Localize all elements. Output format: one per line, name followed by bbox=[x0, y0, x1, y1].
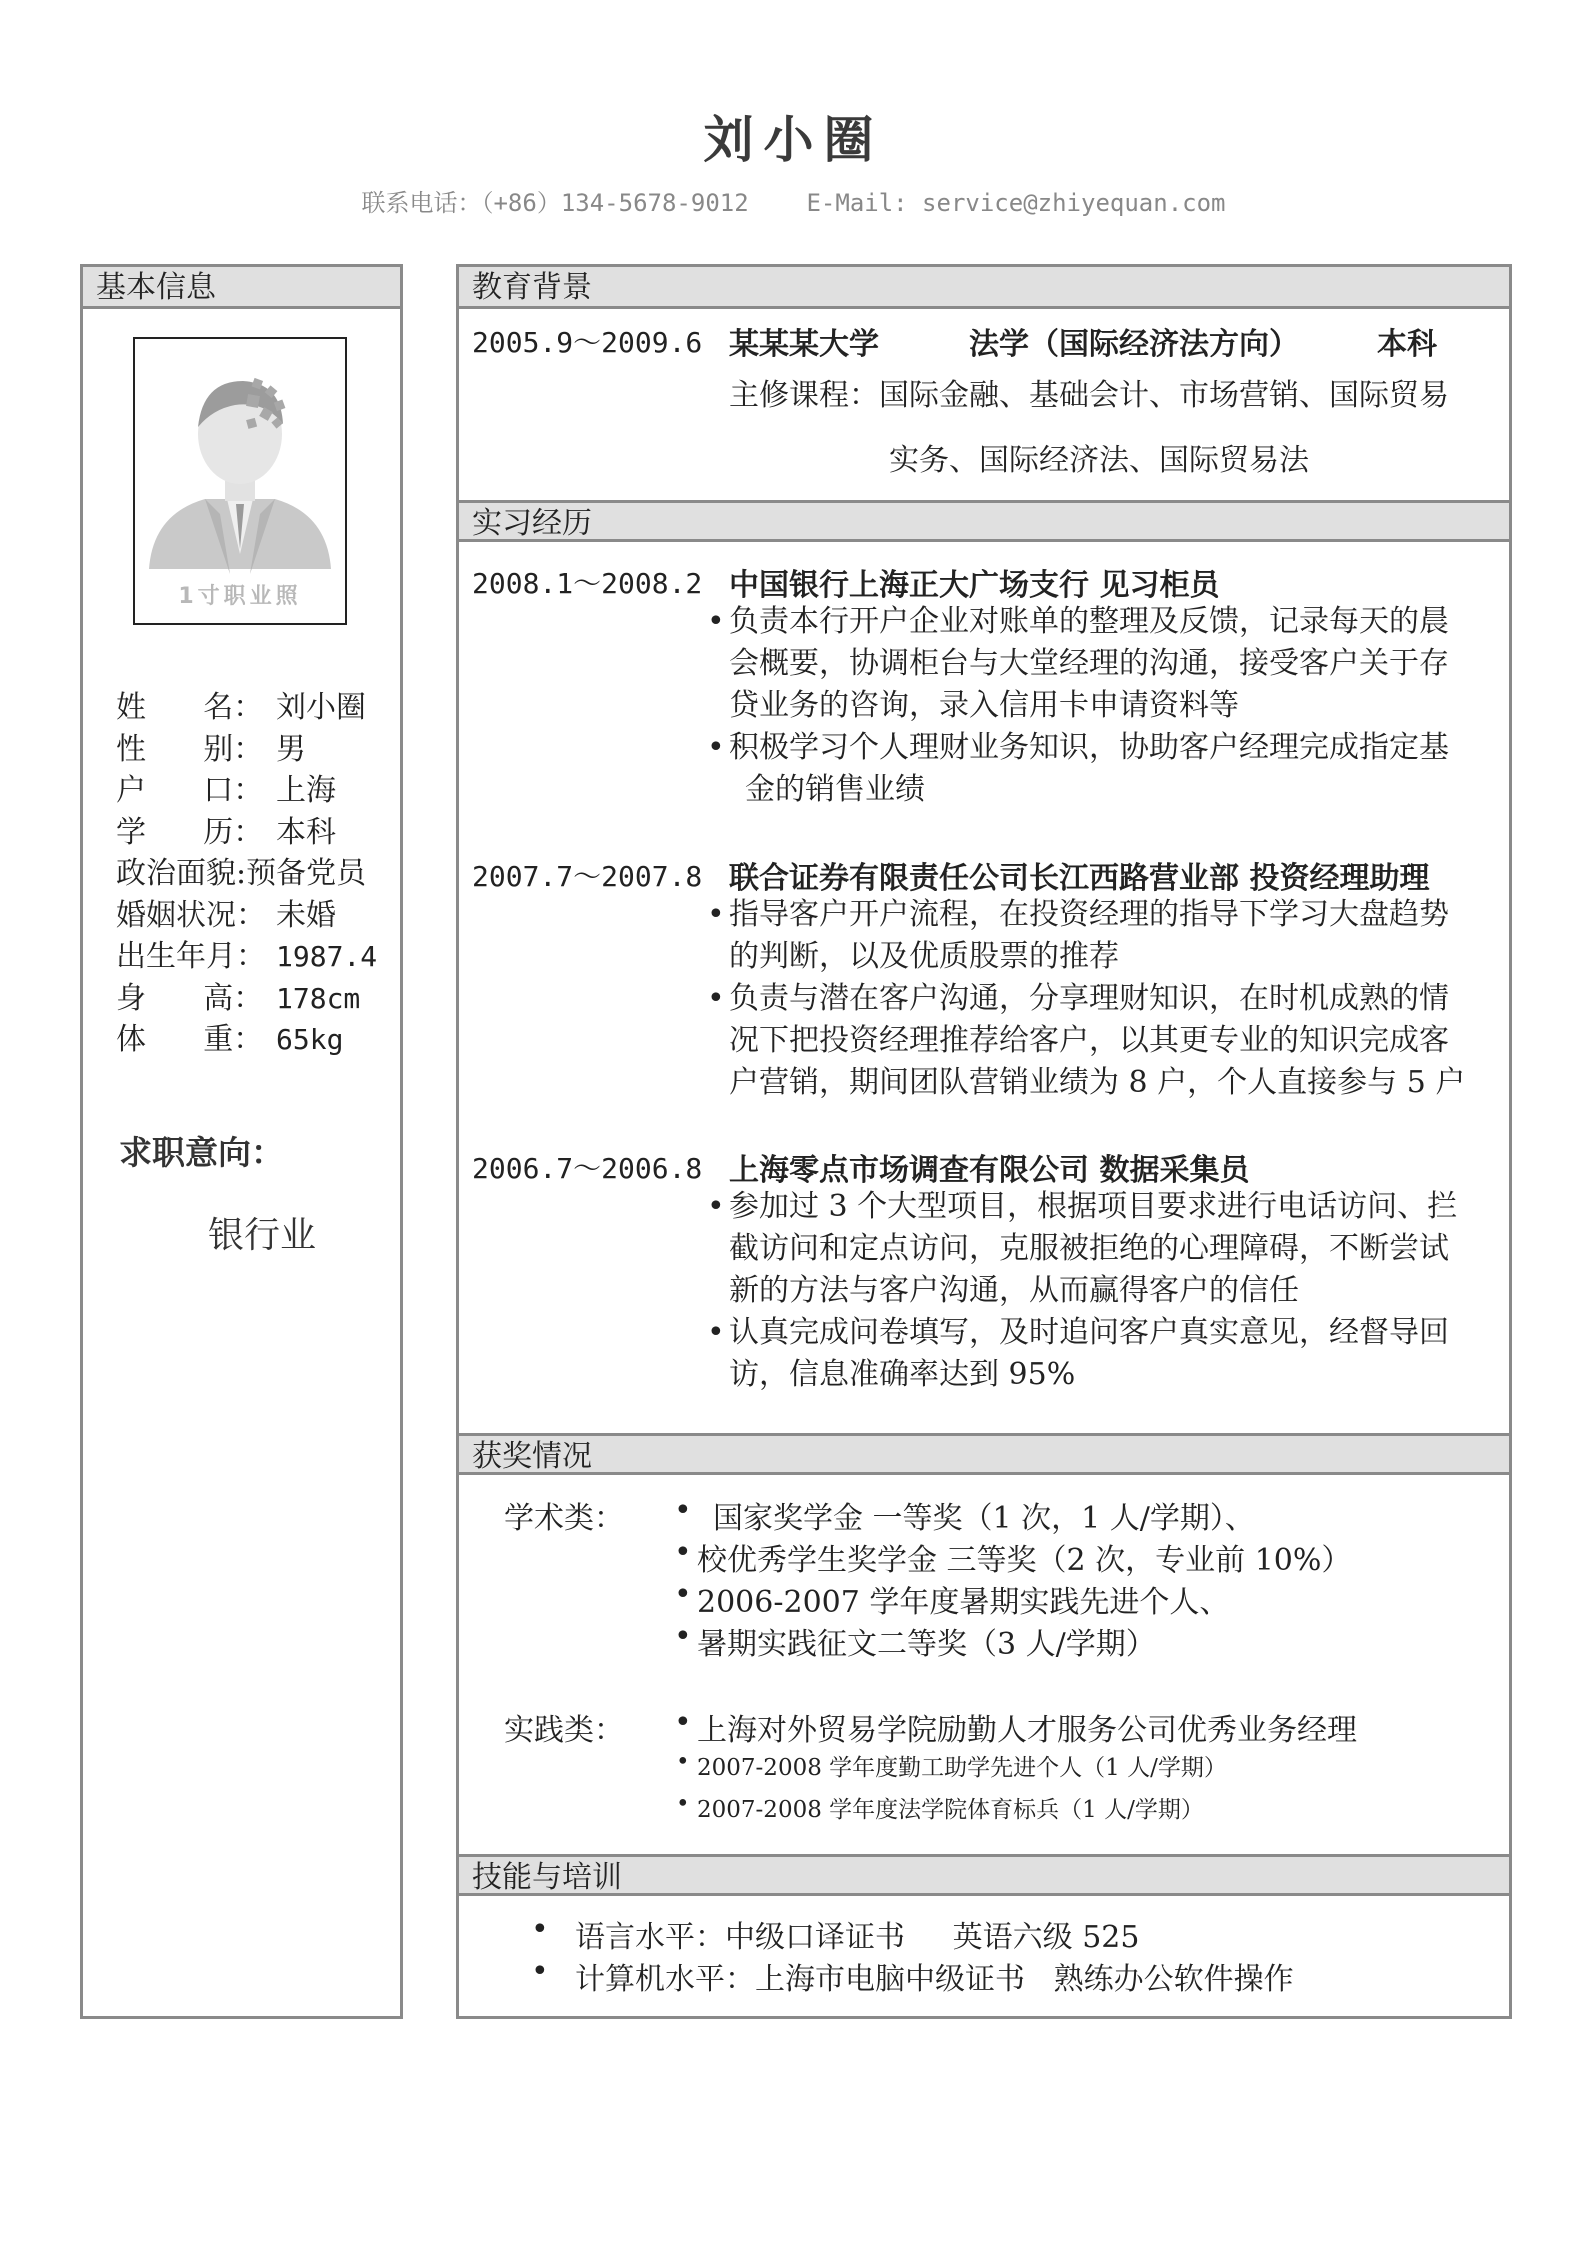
awards-academic-dot-1: • bbox=[674, 1493, 692, 1528]
internship-org-3: 上海零点市场调查有限公司 数据采集员 bbox=[729, 1153, 1250, 1188]
info-row-weight: 体 重： 65kg bbox=[116, 1022, 344, 1057]
skills-title: 技能与培训 bbox=[459, 1854, 1509, 1896]
photo-caption: 1寸职业照 bbox=[178, 584, 302, 609]
education-date: 2005.9～2009.6 bbox=[472, 326, 703, 359]
info-row-height: 身 高： 178cm bbox=[116, 980, 361, 1016]
skills-item-1: 语言水平：中级口译证书 英语六级 525 bbox=[575, 1920, 1140, 1955]
basic-info-panel bbox=[80, 264, 403, 2019]
skills-item-2: 计算机水平：上海市电脑中级证书 熟练办公软件操作 bbox=[575, 1962, 1294, 1997]
internship-3-bullet-2: • 认真完成问卷填写，及时追问客户真实意见，经督导回 访，信息准确率达到 95% bbox=[707, 1315, 1449, 1392]
education-degree: 本科 bbox=[1377, 327, 1437, 362]
awards-practice-label: 实践类： bbox=[504, 1713, 624, 1748]
main-panel bbox=[456, 264, 1512, 2019]
skills-dot-1: • bbox=[531, 1912, 549, 1947]
internship-date-3: 2006.7～2006.8 bbox=[472, 1152, 703, 1185]
education-title: 教育背景 bbox=[459, 267, 1509, 309]
skills-dot-2: • bbox=[531, 1954, 549, 1989]
contact-line: 联系电话：（+86）134-5678-9012 E-Mail: service@zhiyequan.com bbox=[361, 189, 1226, 217]
awards-practice-dot-3: • bbox=[676, 1791, 690, 1817]
education-major: 法学（国际经济法方向） bbox=[969, 327, 1299, 362]
awards-academic-item-1: 国家奖学金 一等奖（1 次，1 人/学期）、 bbox=[713, 1501, 1255, 1536]
internship-date-2: 2007.7～2007.8 bbox=[472, 860, 703, 893]
job-intent-value: 银行业 bbox=[208, 1215, 317, 1256]
basic-info-title: 基本信息 bbox=[83, 267, 400, 309]
education-courses-line2: 实务、国际经济法、国际贸易法 bbox=[889, 443, 1309, 478]
internship-title: 实习经历 bbox=[459, 500, 1509, 542]
awards-academic-item-3: 2006-2007 学年度暑期实践先进个人、 bbox=[697, 1585, 1230, 1620]
awards-practice-dot-1: • bbox=[674, 1705, 692, 1740]
internship-3-bullet-1: • 参加过 3 个大型项目，根据项目要求进行电话访问、拦 截访问和定点访问，克服被拒绝的心理障碍，不断尝试 新的方法与客户沟通，从而赢得客户的信任 bbox=[707, 1189, 1458, 1308]
awards-academic-dot-3: • bbox=[674, 1577, 692, 1612]
photo-frame bbox=[133, 337, 347, 625]
internship-2-bullet-1: • 指导客户开户流程，在投资经理的指导下学习大盘趋势 的判断，以及优质股票的推荐 bbox=[707, 897, 1449, 974]
education-school: 某某某大学 bbox=[729, 327, 879, 362]
awards-academic-dot-4: • bbox=[674, 1619, 692, 1654]
internship-date-1: 2008.1～2008.2 bbox=[472, 567, 703, 600]
education-courses-line1: 主修课程：国际金融、基础会计、市场营销、国际贸易 bbox=[729, 378, 1449, 413]
awards-practice-item-3: 2007-2008 学年度法学院体育标兵（1 人/学期） bbox=[697, 1797, 1204, 1823]
info-row-hukou: 户 口： 上海 bbox=[116, 773, 336, 808]
awards-practice-item-2: 2007-2008 学年度勤工助学先进个人（1 人/学期） bbox=[697, 1755, 1227, 1781]
candidate-name: 刘小圈 bbox=[703, 110, 884, 169]
info-row-education: 学 历： 本科 bbox=[116, 814, 336, 850]
info-row-political: 政治面貌:预备党员 bbox=[116, 856, 367, 891]
info-row-name: 姓 名： 刘小圈 bbox=[116, 690, 366, 725]
info-row-birth: 出生年月： 1987.4 bbox=[116, 939, 378, 974]
info-row-gender: 性 别： 男 bbox=[116, 731, 306, 767]
awards-academic-label: 学术类： bbox=[504, 1501, 624, 1536]
internship-org-1: 中国银行上海正大广场支行 见习柜员 bbox=[729, 568, 1220, 603]
awards-title: 获奖情况 bbox=[459, 1433, 1509, 1475]
internship-1-bullet-2: • 积极学习个人理财业务知识，协助客户经理完成指定基 金的销售业绩 bbox=[707, 730, 1449, 807]
awards-academic-dot-2: • bbox=[674, 1535, 692, 1570]
job-intent-label: 求职意向： bbox=[119, 1133, 284, 1172]
info-row-marital: 婚姻状况： 未婚 bbox=[116, 897, 336, 933]
awards-practice-dot-2: • bbox=[676, 1749, 690, 1775]
awards-practice-item-1: 上海对外贸易学院励勤人才服务公司优秀业务经理 bbox=[697, 1713, 1357, 1748]
awards-academic-item-4: 暑期实践征文二等奖（3 人/学期） bbox=[697, 1627, 1156, 1662]
internship-2-bullet-2: • 负责与潜在客户沟通，分享理财知识，在时机成熟的情 况下把投资经理推荐给客户，以其更专业的知识完成客 户营销，期间团队营销业绩为 8 户，个人直接参与 5 户 bbox=[707, 981, 1466, 1100]
internship-1-bullet-1: • 负责本行开户企业对账单的整理及反馈，记录每天的晨 会概要，协调柜台与大堂经理的沟通，接受客户关于存 贷业务的咨询，录入信用卡申请资料等 bbox=[707, 604, 1449, 723]
awards-academic-item-2: 校优秀学生奖学金 三等奖（2 次，专业前 10%） bbox=[697, 1543, 1352, 1578]
basic-info-list bbox=[116, 687, 377, 1061]
internship-org-2: 联合证券有限责任公司长江西路营业部 投资经理助理 bbox=[729, 861, 1430, 896]
